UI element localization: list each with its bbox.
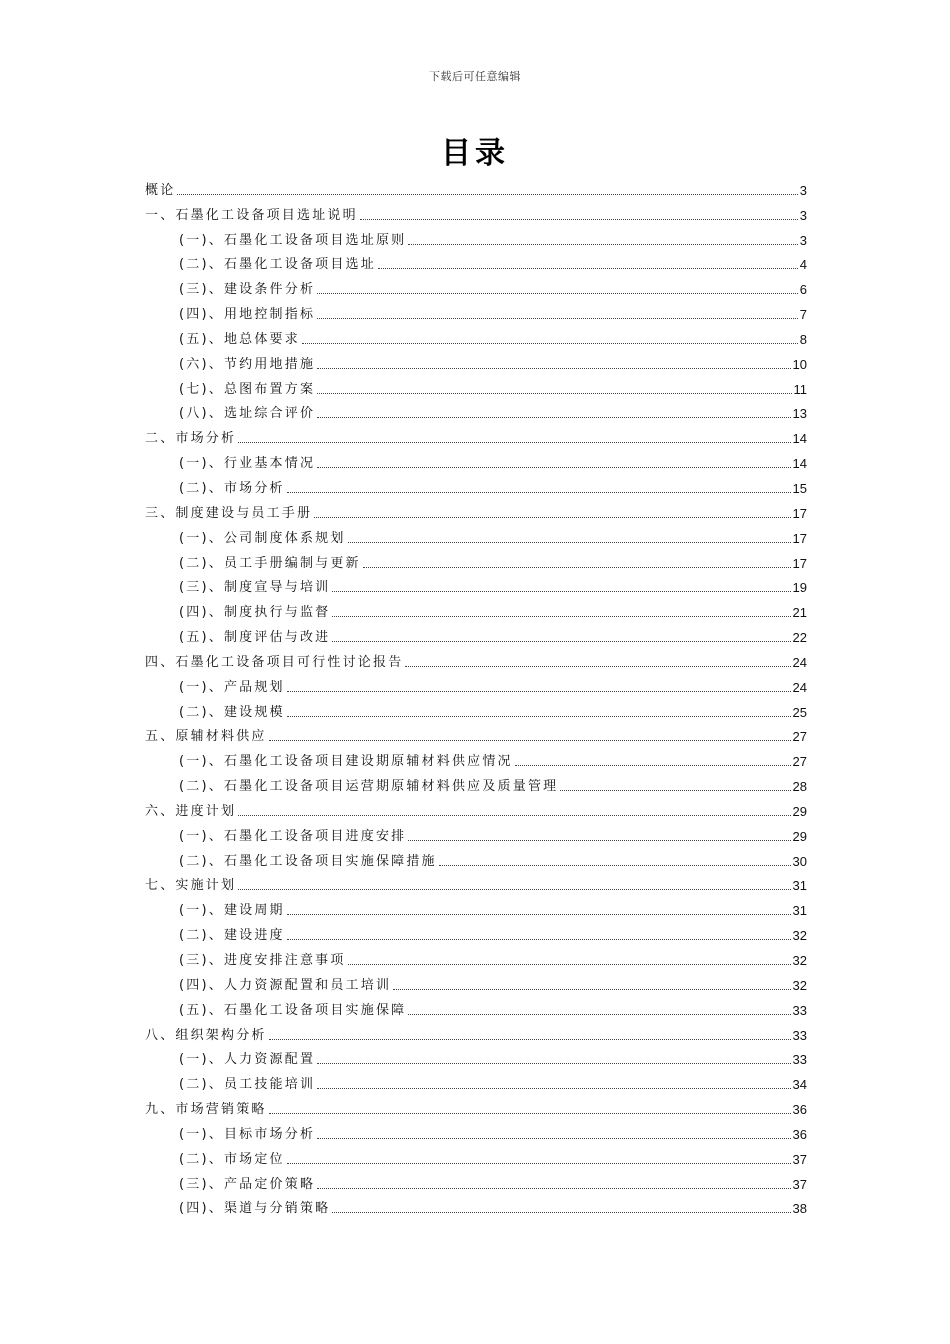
header-note: 下载后可任意编辑	[429, 70, 521, 83]
toc-entry-page-number: 33	[792, 1002, 807, 1018]
toc-subsection-entry[interactable]	[145, 671, 807, 696]
toc-subsection-entry[interactable]	[145, 572, 807, 597]
toc-dot-leader	[348, 542, 791, 543]
toc-entry-label: (四)、用地控制指标	[179, 307, 316, 323]
toc-entry-page-number: 21	[792, 605, 807, 621]
toc-section-entry[interactable]	[145, 1019, 807, 1044]
toc-dot-leader	[393, 989, 790, 990]
page-title: 目录	[441, 136, 509, 171]
toc-entry-page-number: 36	[792, 1102, 807, 1118]
toc-dot-leader	[560, 790, 790, 791]
toc-entry-page-number: 31	[792, 903, 807, 919]
toc-dot-leader	[332, 591, 790, 592]
toc-entry-label: (一)、石墨化工设备项目建设期原辅材料供应情况	[179, 754, 513, 770]
toc-subsection-entry[interactable]	[145, 596, 807, 621]
toc-entry-label: 三、制度建设与员工手册	[145, 505, 313, 521]
toc-dot-leader	[408, 1014, 790, 1015]
toc-subsection-entry[interactable]	[145, 522, 807, 547]
toc-dot-leader	[378, 268, 798, 269]
toc-dot-leader	[332, 616, 790, 617]
toc-section-entry[interactable]	[145, 721, 807, 746]
toc-subsection-entry[interactable]	[145, 969, 807, 994]
toc-entry-page-number: 37	[792, 1151, 807, 1167]
toc-entry-label: 五、原辅材料供应	[145, 729, 267, 745]
toc-section-entry[interactable]	[145, 199, 807, 224]
toc-entry-page-number: 38	[792, 1201, 807, 1217]
toc-subsection-entry[interactable]	[145, 398, 807, 423]
toc-entry-label: (六)、节约用地措施	[179, 356, 316, 372]
toc-subsection-entry[interactable]	[145, 373, 807, 398]
toc-dot-leader	[287, 1163, 791, 1164]
toc-subsection-entry[interactable]	[145, 1068, 807, 1093]
toc-subsection-entry[interactable]	[145, 994, 807, 1019]
toc-entry-page-number: 25	[792, 704, 807, 720]
toc-dot-leader	[269, 1113, 791, 1114]
toc-subsection-entry[interactable]	[145, 1168, 807, 1193]
toc-entry-page-number: 19	[792, 580, 807, 596]
toc-entry-page-number: 36	[792, 1126, 807, 1142]
toc-subsection-entry[interactable]	[145, 845, 807, 870]
toc-entry-page-number: 7	[799, 307, 807, 323]
toc-entry-page-number: 32	[792, 928, 807, 944]
toc-entry-label: (四)、渠道与分销策略	[179, 1201, 331, 1217]
toc-entry-label: (一)、行业基本情况	[179, 456, 316, 472]
toc-dot-leader	[317, 293, 798, 294]
toc-entry-label: 概论	[145, 182, 176, 198]
toc-dot-leader	[287, 691, 791, 692]
toc-entry-label: (一)、建设周期	[179, 903, 285, 919]
toc-subsection-entry[interactable]	[145, 224, 807, 249]
toc-dot-leader	[317, 1088, 790, 1089]
toc-entry-label: (二)、市场定位	[179, 1151, 285, 1167]
toc-subsection-entry[interactable]	[145, 696, 807, 721]
toc-subsection-entry[interactable]	[145, 1143, 807, 1168]
toc-entry-label: (二)、石墨化工设备项目实施保障措施	[179, 853, 437, 869]
toc-dot-leader	[317, 318, 798, 319]
toc-dot-leader	[177, 194, 797, 195]
toc-dot-leader	[317, 1138, 790, 1139]
toc-entry-page-number: 27	[792, 729, 807, 745]
toc-entry-page-number: 15	[792, 480, 807, 496]
toc-subsection-entry[interactable]	[145, 745, 807, 770]
toc-entry-page-number: 17	[792, 530, 807, 546]
toc-section-entry[interactable]	[145, 795, 807, 820]
toc-entry-label: (五)、石墨化工设备项目实施保障	[179, 1002, 407, 1018]
toc-dot-leader	[287, 492, 791, 493]
toc-entry-page-number: 17	[792, 505, 807, 521]
toc-entry-page-number: 33	[792, 1052, 807, 1068]
toc-entry-page-number: 31	[792, 878, 807, 894]
toc-entry-label: (二)、建设规模	[179, 704, 285, 720]
toc-subsection-entry[interactable]	[145, 1118, 807, 1143]
toc-entry-page-number: 8	[799, 331, 807, 347]
toc-dot-leader	[360, 219, 798, 220]
toc-subsection-entry[interactable]	[145, 323, 807, 348]
toc-entry-page-number: 32	[792, 953, 807, 968]
toc-subsection-entry[interactable]	[145, 547, 807, 572]
toc-dot-leader	[314, 517, 790, 518]
toc-entry-label: (三)、产品定价策略	[179, 1176, 316, 1192]
toc-section-entry[interactable]	[145, 497, 807, 522]
toc-subsection-entry[interactable]	[145, 1044, 807, 1069]
toc-entry-page-number: 22	[792, 630, 807, 646]
toc-dot-leader	[408, 840, 790, 841]
toc-dot-leader	[287, 914, 791, 915]
toc-entry-page-number: 3	[799, 232, 807, 248]
toc-dot-leader	[269, 740, 791, 741]
toc-dot-leader	[238, 815, 790, 816]
toc-entry-page-number: 30	[792, 853, 807, 869]
toc-entry-page-number: 13	[792, 406, 807, 422]
toc-subsection-entry[interactable]	[145, 273, 807, 298]
toc-entry-label: (一)、人力资源配置	[179, 1052, 316, 1068]
toc-entry-page-number: 29	[792, 803, 807, 819]
toc-entry-label: (一)、目标市场分析	[179, 1126, 316, 1142]
toc-section-entry[interactable]	[145, 1093, 807, 1118]
toc-subsection-entry[interactable]	[145, 348, 807, 373]
toc-entry-label: (二)、市场分析	[179, 480, 285, 496]
toc-dot-leader	[317, 393, 791, 394]
toc-subsection-entry[interactable]	[145, 919, 807, 944]
toc-entry-label: (五)、地总体要求	[179, 331, 300, 347]
toc-entry-label: (四)、人力资源配置和员工培训	[179, 977, 392, 993]
toc-dot-leader	[269, 1039, 791, 1040]
toc-entry-label: 六、进度计划	[145, 803, 237, 819]
toc-dot-leader	[317, 417, 790, 418]
toc-dot-leader	[408, 244, 797, 245]
toc-section-entry[interactable]	[145, 870, 807, 895]
toc-entry-page-number: 11	[793, 381, 807, 397]
toc-entry-label: 八、组织架构分析	[145, 1027, 267, 1043]
toc-entry-page-number: 10	[792, 356, 807, 372]
toc-dot-leader	[332, 641, 790, 642]
toc-subsection-entry[interactable]	[145, 621, 807, 646]
toc-entry-label: (三)、制度宣导与培训	[179, 580, 331, 596]
toc-dot-leader	[348, 964, 791, 965]
toc-entry-label: (五)、制度评估与改进	[179, 630, 331, 646]
toc-subsection-entry[interactable]	[145, 249, 807, 274]
toc-entry-page-number: 34	[792, 1077, 807, 1093]
toc-entry-page-number: 24	[792, 679, 807, 695]
toc-entry-page-number: 37	[792, 1176, 807, 1192]
toc-entry-page-number: 4	[799, 257, 807, 273]
toc-entry-page-number: 33	[792, 1027, 807, 1043]
toc-entry-label: (四)、制度执行与监督	[179, 605, 331, 621]
toc-subsection-entry[interactable]	[145, 298, 807, 323]
toc-section-entry[interactable]	[145, 646, 807, 671]
toc-subsection-entry[interactable]	[145, 894, 807, 919]
toc-entry-label: (二)、员工技能培训	[179, 1077, 316, 1093]
toc-entry-label: (一)、石墨化工设备项目进度安排	[179, 828, 407, 844]
toc-dot-leader	[439, 865, 791, 866]
toc-entry-label: (三)、建设条件分析	[179, 282, 316, 298]
toc-entry-label: (一)、产品规划	[179, 679, 285, 695]
toc-dot-leader	[405, 666, 790, 667]
toc-entry-label: (八)、选址综合评价	[179, 406, 316, 422]
toc-entry-label: 九、市场营销策略	[145, 1102, 267, 1118]
toc-dot-leader	[238, 889, 790, 890]
toc-dot-leader	[302, 343, 798, 344]
toc-entry-page-number: 14	[792, 431, 807, 447]
toc-dot-leader	[317, 467, 790, 468]
toc-subsection-entry[interactable]	[145, 944, 807, 969]
toc-dot-leader	[363, 567, 791, 568]
toc-entry-label: (七)、总图布置方案	[179, 381, 316, 397]
toc-subsection-entry[interactable]	[145, 1193, 807, 1218]
toc-entry-label: 一、石墨化工设备项目选址说明	[145, 207, 358, 223]
toc-subsection-entry[interactable]	[145, 820, 807, 845]
toc-dot-leader	[332, 1212, 790, 1213]
toc-entry-page-number: 6	[799, 282, 807, 298]
toc-entry-page-number: 27	[792, 754, 807, 770]
table-of-contents	[145, 174, 807, 1217]
toc-entry-label: (二)、石墨化工设备项目选址	[179, 257, 376, 273]
toc-entry-page-number: 24	[792, 654, 807, 670]
toc-entry-label: (二)、建设进度	[179, 928, 285, 944]
toc-section-entry[interactable]	[145, 174, 807, 199]
toc-section-entry[interactable]	[145, 422, 807, 447]
toc-entry-page-number: 17	[792, 555, 807, 571]
toc-entry-page-number: 3	[799, 207, 807, 223]
toc-entry-page-number: 3	[799, 182, 807, 198]
toc-entry-label: (一)、公司制度体系规划	[179, 530, 346, 546]
toc-entry-page-number: 32	[792, 977, 807, 993]
toc-dot-leader	[287, 939, 791, 940]
toc-dot-leader	[317, 1188, 790, 1189]
toc-entry-label: 四、石墨化工设备项目可行性讨论报告	[145, 654, 404, 670]
toc-subsection-entry[interactable]	[145, 472, 807, 497]
toc-subsection-entry[interactable]	[145, 770, 807, 795]
toc-entry-page-number: 29	[792, 828, 807, 844]
toc-dot-leader	[515, 765, 791, 766]
toc-entry-label: (一)、石墨化工设备项目选址原则	[179, 232, 407, 248]
toc-entry-label: 二、市场分析	[145, 431, 237, 447]
toc-dot-leader	[317, 368, 790, 369]
toc-entry-label: (二)、员工手册编制与更新	[179, 555, 361, 571]
toc-dot-leader	[317, 1063, 790, 1064]
toc-entry-page-number: 28	[792, 779, 807, 795]
toc-entry-page-number: 14	[792, 456, 807, 472]
toc-dot-leader	[287, 716, 791, 717]
toc-dot-leader	[238, 442, 790, 443]
toc-entry-label: (二)、石墨化工设备项目运营期原辅材料供应及质量管理	[179, 779, 559, 795]
toc-entry-label: (三)、进度安排注意事项	[179, 953, 346, 968]
toc-subsection-entry[interactable]	[145, 447, 807, 472]
toc-entry-label: 七、实施计划	[145, 878, 237, 894]
